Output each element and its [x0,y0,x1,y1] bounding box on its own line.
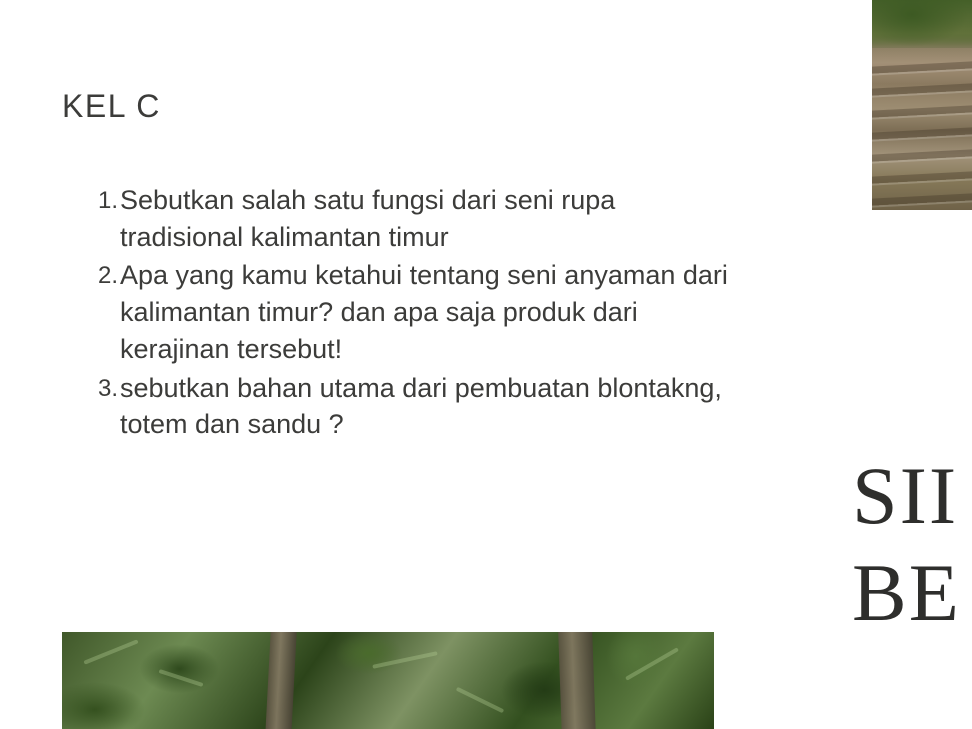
question-list [88,182,738,445]
roof-shingle [872,83,972,96]
wordmark [852,448,961,642]
list-item-number: 3. [97,374,118,402]
list-item [88,182,738,255]
roof-shingle [872,149,972,162]
roof-shingle [872,105,972,118]
list-item-label: Sebutkan salah satu fungsi dari seni rupa tradisional kalimantan timur [120,185,616,252]
roof-shingle [872,127,972,140]
leaf-highlight [625,647,679,680]
roof-shingle [872,61,972,74]
green-foliage-trees-photo [62,632,714,729]
leaf-highlight [159,669,204,687]
list-item-number: 2. [97,262,118,290]
tree-trunk [265,632,297,729]
wordmark-line-1: SII [852,450,959,541]
roof-shingle [872,193,972,206]
wordmark-line-2: BE [852,546,961,638]
tree-trunk [558,632,596,729]
list-item [88,257,738,367]
leaf-highlight [83,639,138,664]
foliage-overlay [872,0,972,48]
leaf-highlight [456,687,504,713]
list-item-label: Apa yang kamu ketahui tentang seni anyaman dari kalimantan timur? dan apa saja produk dari kerajinan tersebut! [120,260,728,364]
leaf-highlight [372,651,437,669]
list-item-number: 1. [97,187,118,214]
page-title: KEL C [62,88,161,124]
traditional-wooden-roof-photo [872,0,972,210]
roof-shingle [872,171,972,184]
list-item-label: sebutkan bahan utama dari pembuatan blontakng, totem dan sandu ? [120,372,722,440]
list-item [88,370,738,443]
